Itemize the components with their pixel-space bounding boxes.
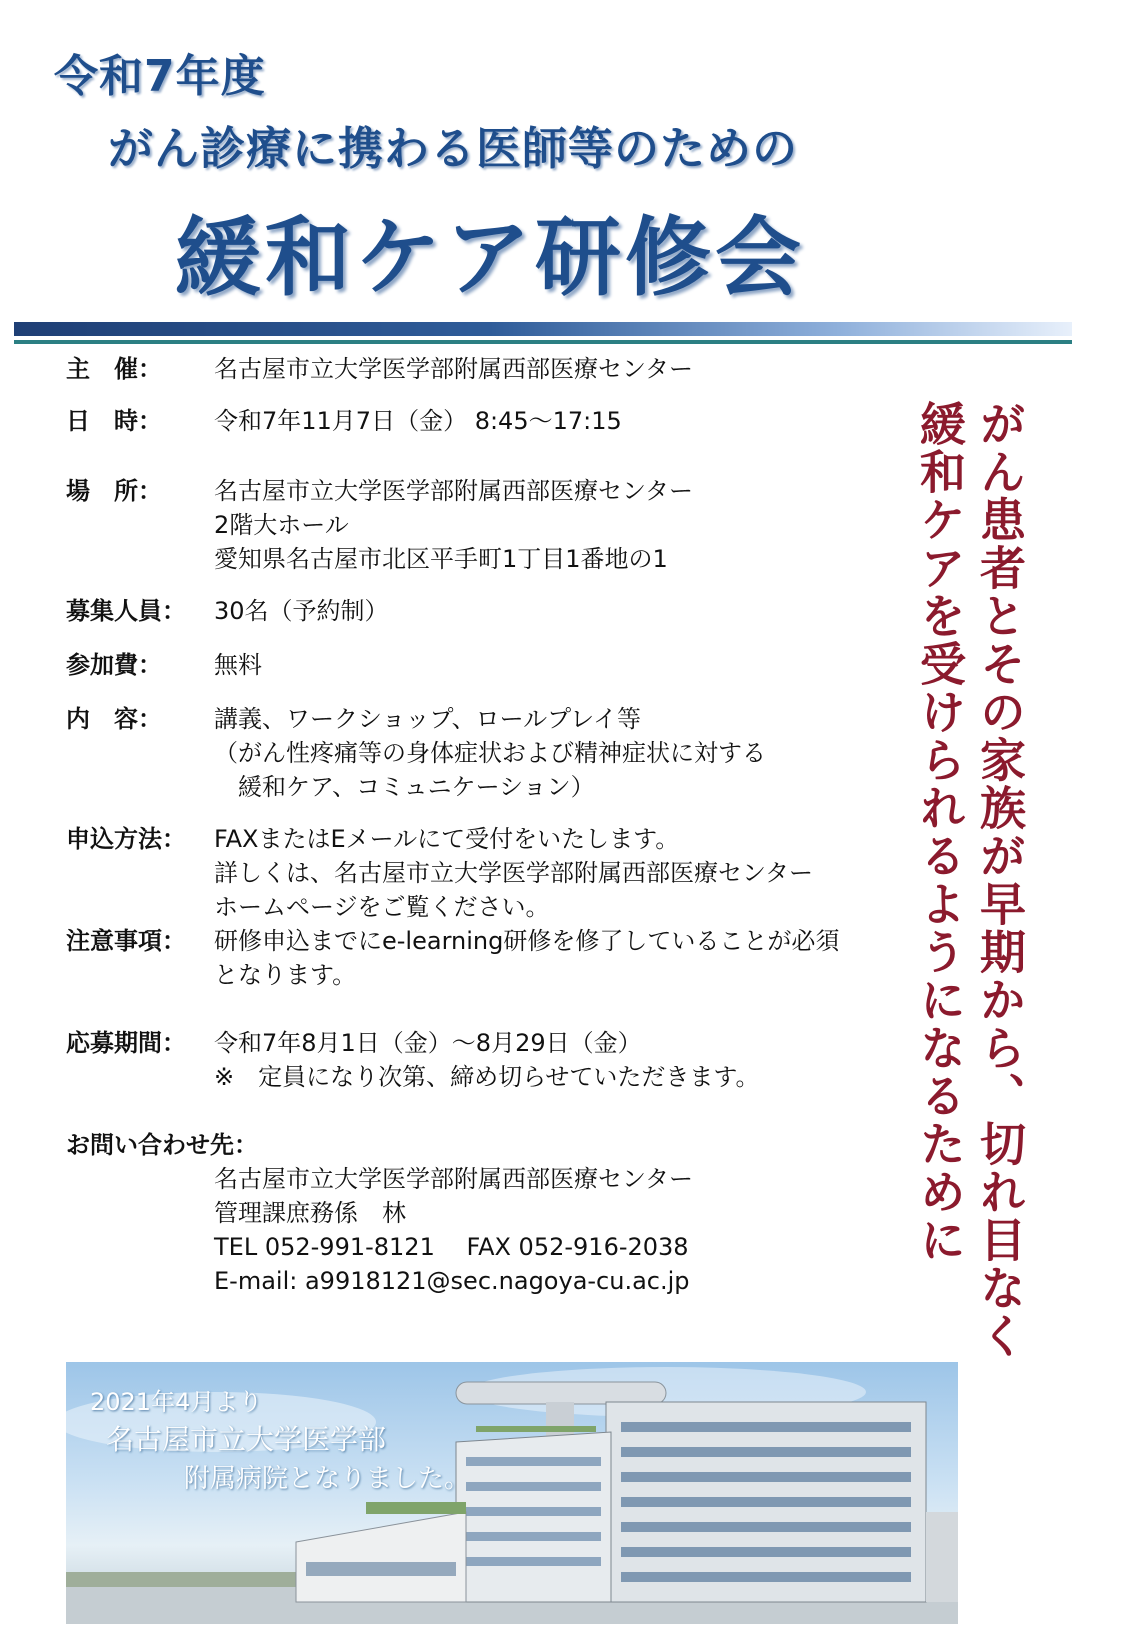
banner-line3: 附属病院となりました。 <box>184 1464 471 1494</box>
detail-value: 研修申込までにe-learning研修を修了していることが必須 <box>214 927 840 955</box>
detail-value: 2階大ホール <box>214 511 349 539</box>
detail-value: 名古屋市立大学医学部附属西部医療センター <box>214 355 694 383</box>
detail-value: 詳しくは、名古屋市立大学医学部附属西部医療センター <box>214 859 814 887</box>
detail-label: 申込方法： <box>66 825 186 853</box>
detail-label: 募集人員： <box>66 597 186 625</box>
hospital-banner <box>66 1362 958 1624</box>
contact-org: 名古屋市立大学医学部附属西部医療センター <box>214 1165 694 1193</box>
detail-value: ※ 定員になり次第、締め切らせていただきます。 <box>214 1063 760 1091</box>
contact-email: E-mail: a9918121@sec.nagoya-cu.ac.jp <box>214 1267 690 1295</box>
detail-value: 名古屋市立大学医学部附属西部医療センター <box>214 477 694 505</box>
detail-label: 場 所： <box>66 477 162 505</box>
banner-date: 2021年4月より <box>90 1388 263 1416</box>
contact-label: お問い合わせ先： <box>66 1131 258 1159</box>
detail-value: 講義、ワークショップ、ロールプレイ等 <box>214 705 641 733</box>
contact-tel-fax: TEL 052-991-8121 FAX 052-916-2038 <box>214 1233 689 1261</box>
contact-dept: 管理課庶務係 林 <box>214 1199 406 1227</box>
detail-value: ホームページをご覧ください。 <box>214 893 550 921</box>
title-year: 令和7年度 <box>54 51 266 102</box>
slogan-column-1: がん患者とその家族が早期から、切れ目なく <box>973 400 1027 1360</box>
page-title: 緩和ケア研修会 <box>175 208 805 308</box>
detail-value: 令和7年11月7日（金） 8:45～17:15 <box>214 407 622 435</box>
detail-value: となります。 <box>214 961 357 989</box>
detail-label: 内 容： <box>66 705 162 733</box>
title-subtitle: がん診療に携わる医師等のための <box>108 122 799 175</box>
detail-label: 応募期間： <box>66 1029 186 1057</box>
detail-value: 愛知県名古屋市北区平手町1丁目1番地の1 <box>214 545 668 573</box>
contact-info <box>214 1162 693 1298</box>
detail-label: 注意事項： <box>66 927 186 955</box>
banner-line2: 名古屋市立大学医学部 <box>106 1423 387 1456</box>
title-rule-teal <box>14 340 1072 344</box>
title-rule-gradient <box>14 322 1072 336</box>
detail-value: 無料 <box>214 651 262 679</box>
detail-label: 主 催： <box>66 355 162 383</box>
detail-label: 参加費： <box>66 651 162 679</box>
detail-value: 30名（予約制） <box>214 597 389 625</box>
detail-value: （がん性疼痛等の身体症状および精神症状に対する <box>214 739 766 767</box>
slogan-column-2: 緩和ケアを受けられるようになるために <box>913 400 967 1264</box>
vertical-slogan <box>913 400 1027 1360</box>
detail-label: 日 時： <box>66 407 162 435</box>
detail-value: FAXまたはEメールにて受付をいたします。 <box>214 825 680 853</box>
detail-value: 令和7年8月1日（金）～8月29日（金） <box>214 1029 642 1057</box>
detail-value: 緩和ケア、コミュニケーション） <box>214 773 595 801</box>
